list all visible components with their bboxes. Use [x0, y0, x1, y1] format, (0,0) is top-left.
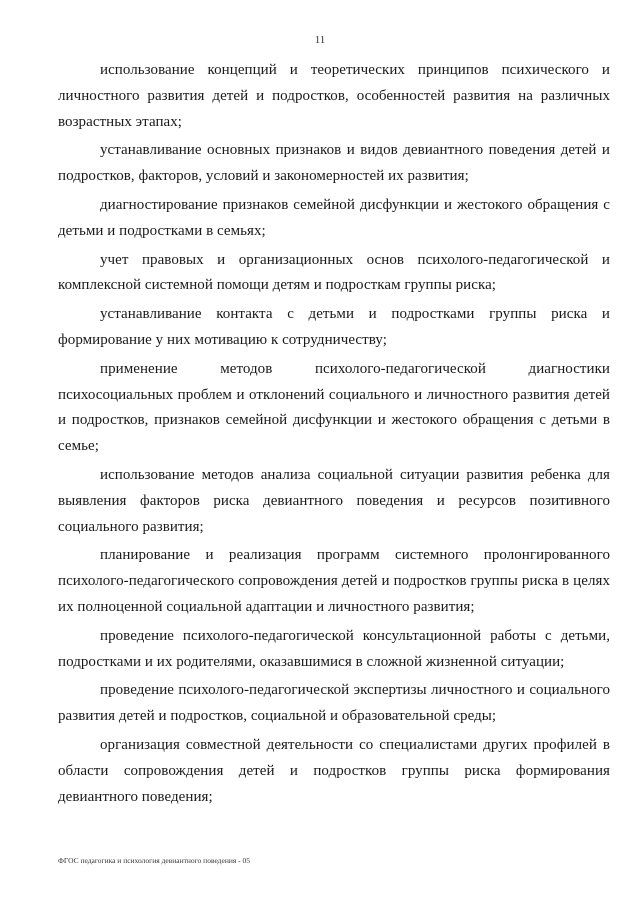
- document-body: [58, 58, 610, 813]
- paragraph: диагностирование признаков семейной дисфункции и жестокого обращения с детьми и подростками в семьях;: [58, 196, 610, 239]
- paragraph: учет правовых и организационных основ психолого-педагогической и комплексной системной помощи детям и подросткам группы риска;: [58, 251, 610, 294]
- page-footer: ФГОС педагогика и психология девиантного поведения - 05: [58, 856, 251, 865]
- paragraph: устанавливание контакта с детьми и подростками группы риска и формирование у них мотивацию к сотрудничеству;: [58, 306, 610, 348]
- paragraph: проведение психолого-педагогической консультационной работы с детьми, подростками и их родителями, оказавшимися в сложной жизненной ситуации;: [58, 627, 610, 670]
- paragraph: планирование и реализация программ системного пролонгированного психолого-педагогического сопровождения детей и подростков группы риска в целях их полноценной социальной адаптации и личностного развития;: [58, 547, 610, 615]
- paragraph: использование концепций и теоретических принципов психического и личностного развития детей и подростков, особенностей развития на различных возрастных этапах;: [58, 62, 610, 130]
- paragraph: использование методов анализа социальной ситуации развития ребенка для выявления факторов риска девиантного поведения и ресурсов позитивного социального развития;: [58, 466, 610, 535]
- paragraph: проведение психолого-педагогической экспертизы личностного и социального развития детей и подростков, социальной и образовательной среды;: [58, 682, 610, 725]
- paragraph: применение методов психолого-педагогической диагностики психосоциальных проблем и отклонений социального и личностного развития детей и подростков, признаков семейной дисфункции и жестокого обращения с детьми в семье;: [58, 360, 610, 455]
- paragraph: устанавливание основных признаков и видов девиантного поведения детей и подростков, факторов, условий и закономерностей их развития;: [58, 142, 610, 185]
- paragraph: организация совместной деятельности со специалистами других профилей в области сопровождения детей и подростков группы риска формирования девиантного поведения;: [58, 736, 610, 805]
- page-number: 11: [314, 34, 326, 46]
